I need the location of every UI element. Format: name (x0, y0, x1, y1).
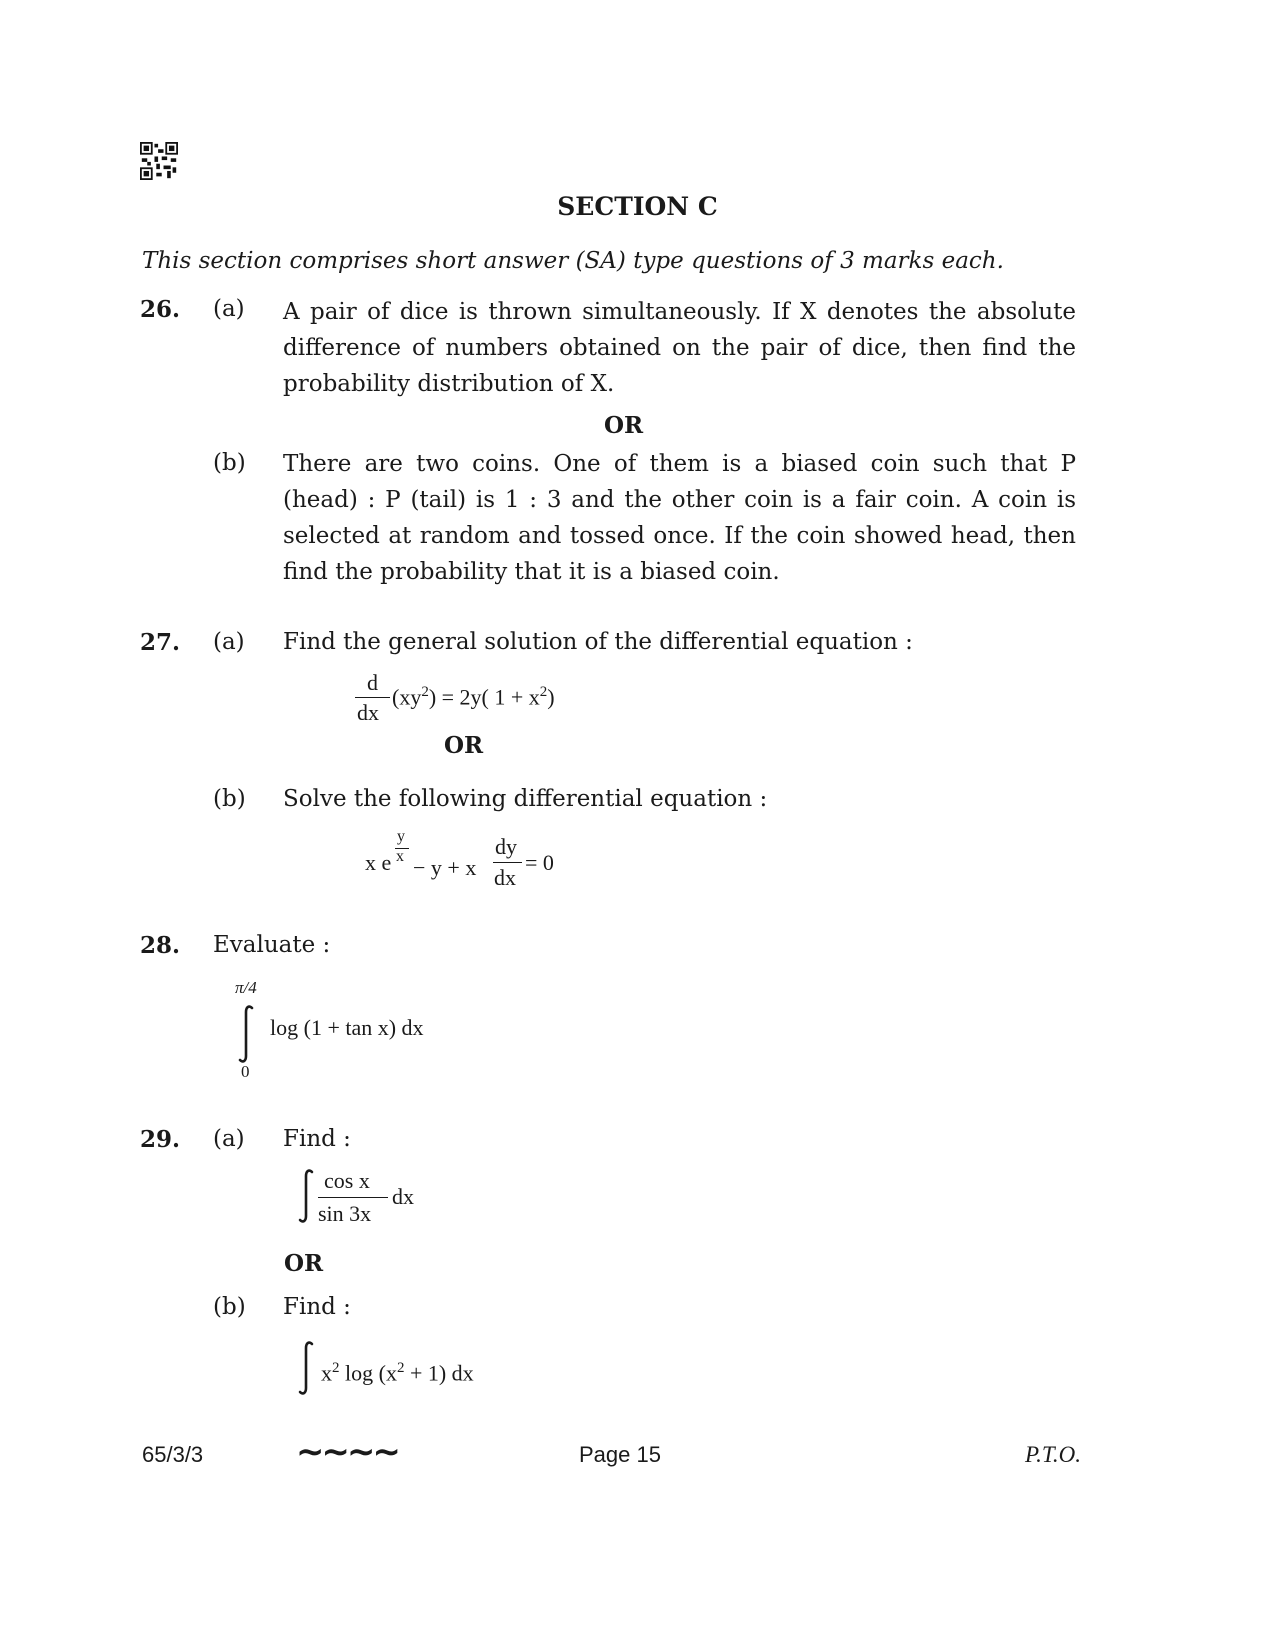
fraction-denominator: dx (494, 865, 516, 890)
integrand-sup: 2 (396, 1360, 405, 1376)
qr-code-icon (140, 142, 178, 180)
integrand (321, 1360, 474, 1386)
or-separator-26: OR (604, 412, 644, 439)
part-label-27b: (b) (213, 786, 246, 812)
equation-body (392, 684, 555, 710)
pto-label: P.T.O. (1025, 1442, 1082, 1467)
eq-sup: 2 (421, 684, 429, 700)
question-number-29: 29. (140, 1126, 181, 1153)
part-label-26b: (b) (213, 450, 246, 476)
part-label-26a: (a) (213, 296, 245, 322)
integrand-x: x (321, 1360, 332, 1386)
part-label-29a: (a) (213, 1126, 245, 1152)
question-text-27b: Solve the following differential equation : (283, 786, 768, 812)
fraction-bar (318, 1197, 388, 1198)
eq-sup: 2 (539, 684, 548, 700)
eq-end: = 0 (525, 850, 554, 875)
integral-sign-icon (297, 1168, 317, 1224)
fraction-numerator: cos x (324, 1168, 370, 1193)
question-text-29b: Find : (283, 1294, 351, 1320)
upper-limit: π/4 (235, 978, 257, 997)
paper-code: 65/3/3 (142, 1442, 204, 1467)
section-intro: This section comprises short answer (SA) type questions of 3 marks each. (142, 248, 1004, 274)
question-text-26b: There are two coins. One of them is a biased coin such that P (head) : P (tail) is 1 : 3 and the other coin is a fair coin. A coin is selected at random and tossed once. If the coin showed head, then find the probability that it is a biased coin. (283, 451, 1076, 585)
question-text-27a: Find the general solution of the differential equation : (283, 629, 913, 655)
question-number-26: 26. (140, 296, 181, 323)
integrand-log: log (x (345, 1360, 397, 1386)
integrand-dx: dx (392, 1184, 414, 1209)
fraction-numerator: dy (495, 834, 517, 859)
exponent-numerator: y (397, 828, 405, 845)
page-number: Page 15 (579, 1442, 661, 1467)
question-number-27: 27. (140, 629, 181, 656)
or-separator-27: OR (444, 732, 484, 759)
squiggle-mark: ∼∼∼∼ (296, 1432, 398, 1472)
or-separator-29: OR (284, 1250, 324, 1277)
fraction-bar (493, 862, 522, 863)
integral-sign-icon (235, 1004, 259, 1064)
question-number-28: 28. (140, 932, 181, 959)
exponent-denominator: x (396, 848, 404, 865)
integrand: log (1 + tan x) dx (270, 1015, 424, 1040)
part-label-29b: (b) (213, 1294, 246, 1320)
section-title: SECTION C (557, 192, 718, 221)
question-text-26a: A pair of dice is thrown simultaneously. If X denotes the absolute difference of numbers obtained on the pair of dice, then find the probability distribution of X. (283, 299, 1076, 397)
eq-mid: ) = 2y( 1 + x (428, 684, 540, 710)
question-text-29a: Find : (283, 1126, 351, 1152)
fraction-denominator: sin 3x (318, 1201, 372, 1226)
lower-limit: 0 (241, 1062, 250, 1081)
integrand-end: + 1) dx (409, 1360, 474, 1386)
eq-mid: − y + x (413, 855, 477, 880)
fraction-numerator: d (367, 670, 378, 695)
eq-end: ) (547, 684, 555, 710)
fraction-denominator: dx (357, 700, 379, 725)
integrand-sup: 2 (332, 1360, 340, 1376)
part-label-27a: (a) (213, 629, 245, 655)
eq-lhs: (xy (392, 684, 422, 710)
question-text-28: Evaluate : (213, 932, 331, 958)
fraction-bar (355, 697, 390, 698)
eq-pre: x e (365, 850, 392, 875)
integral-sign-icon (297, 1340, 317, 1396)
